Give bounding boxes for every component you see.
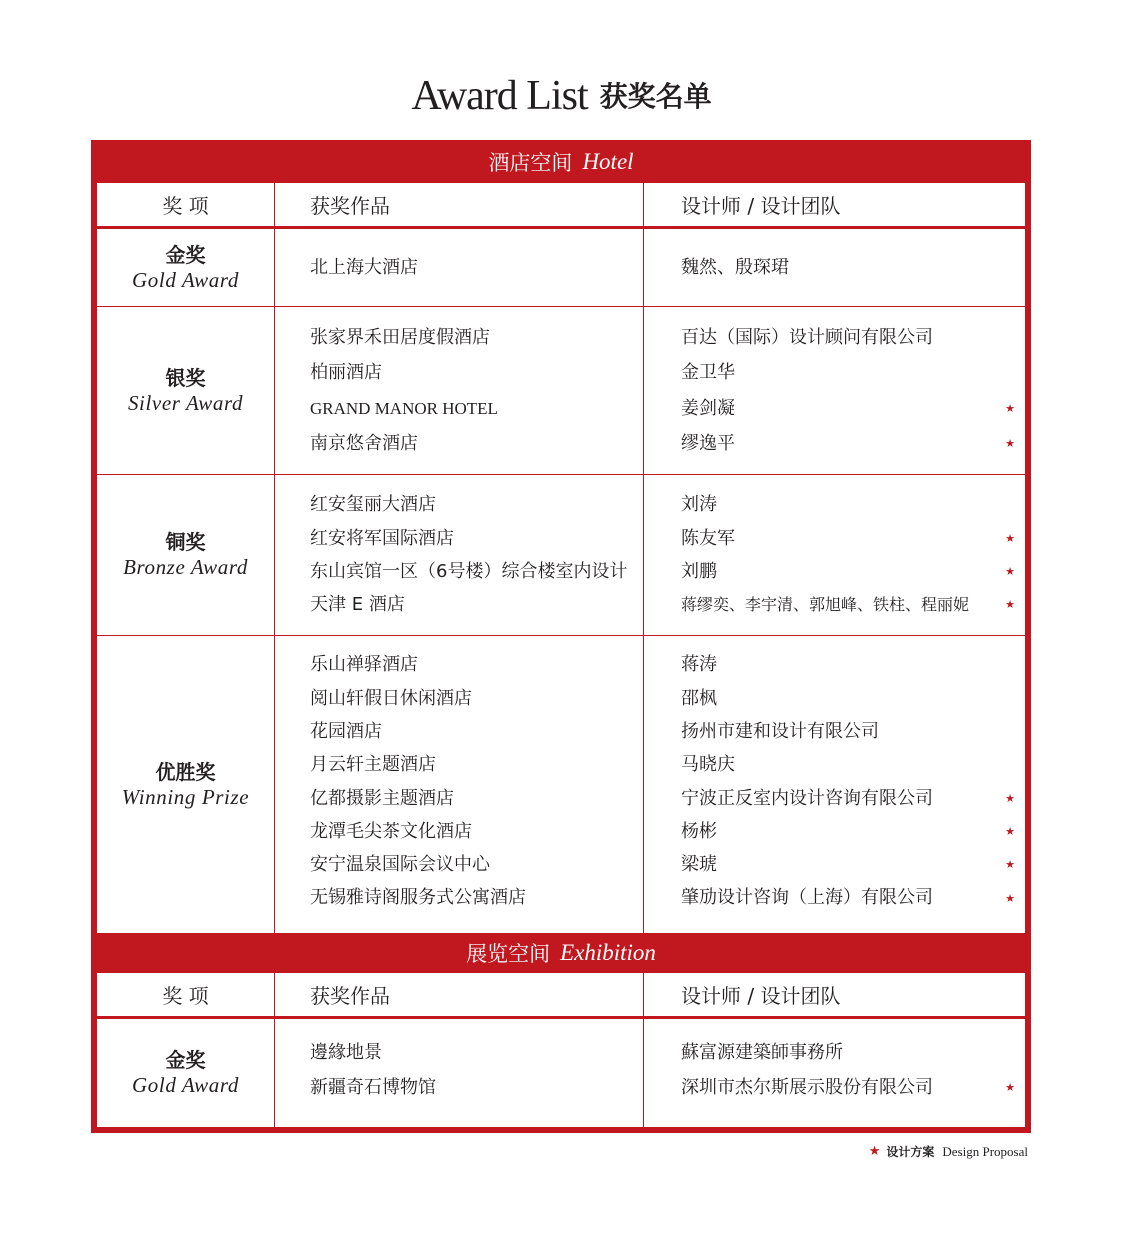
- work-list: [275, 475, 644, 635]
- star-icon: [869, 1145, 881, 1158]
- page-title: [0, 70, 1123, 130]
- designer-entry: [681, 488, 1015, 521]
- designer-name: 蒋缪奕、李宇清、郭旭峰、铁柱、程丽妮: [681, 595, 970, 615]
- award-group-silver: [97, 306, 1025, 474]
- designer-name: 杨彬: [681, 820, 717, 842]
- award-rows-hotel: [97, 229, 1025, 933]
- award-group-bronze: [97, 474, 1025, 635]
- work-title: 龙潭毛尖茶文化酒店: [310, 820, 472, 842]
- section-title-zh: 酒店空间: [488, 150, 573, 175]
- star-icon: [1005, 826, 1015, 837]
- column-header-work: 获奖作品: [275, 973, 644, 1016]
- star-icon: [1005, 859, 1015, 870]
- section-band-exhibition: [97, 933, 1025, 973]
- designer-entry: [681, 881, 1015, 914]
- designer-name: 宁波正反室内设计咨询有限公司: [681, 787, 933, 809]
- designer-entry: [681, 682, 1015, 715]
- designer-list: [644, 229, 1025, 306]
- work-title: 无锡雅诗阁服务式公寓酒店: [310, 887, 526, 909]
- award-name-zh: 铜奖: [165, 530, 206, 554]
- designer-name: 深圳市杰尔斯展示股份有限公司: [681, 1077, 933, 1098]
- award-label: [97, 229, 275, 306]
- column-header-designer: 设计师 / 设计团队: [681, 194, 841, 218]
- designer-entry: [681, 250, 1015, 285]
- designer-name: 蒋涛: [681, 654, 717, 676]
- work-title: 新疆奇石博物馆: [310, 1077, 436, 1098]
- star-icon: [1005, 599, 1015, 610]
- designer-name: 蘇富源建築師事務所: [681, 1041, 843, 1063]
- designer-name: 魏然、殷琛珺: [681, 256, 789, 278]
- designer-list: [644, 1019, 1025, 1127]
- star-icon: [1005, 533, 1015, 544]
- designer-name: 刘鹏: [681, 561, 717, 582]
- section-title-en: Exhibition: [560, 940, 656, 965]
- work-title: 花园酒店: [310, 720, 382, 742]
- designer-name: 肇劢设计咨询（上海）有限公司: [681, 887, 933, 909]
- designer-entry: [681, 782, 1015, 815]
- work-title: 邊緣地景: [310, 1041, 382, 1063]
- work-title: 东山宾馆一区（6号楼）综合楼室内设计: [310, 561, 628, 582]
- designer-entry: [681, 355, 1015, 390]
- designer-name: 马晓庆: [681, 754, 735, 776]
- column-header-row: [97, 973, 1025, 1016]
- column-header-award: 奖 项: [97, 183, 275, 226]
- designer-name: 陈友军: [681, 527, 735, 549]
- work-title: 北上海大酒店: [310, 256, 418, 278]
- page-title-zh: 获奖名单: [599, 80, 712, 113]
- work-title: 红安玺丽大酒店: [310, 494, 436, 516]
- work-list: [275, 636, 644, 933]
- designer-entry: [681, 320, 1015, 355]
- award-name-zh: 优胜奖: [155, 759, 216, 784]
- work-title: 南京悠舍酒店: [310, 432, 418, 454]
- designer-name: 缪逸平: [681, 432, 735, 454]
- designer-entry: [681, 848, 1015, 881]
- designer-entry: [681, 715, 1015, 748]
- award-label: [97, 1019, 275, 1127]
- award-label: [97, 307, 275, 474]
- designer-name: 刘涛: [681, 494, 717, 516]
- star-icon: [1005, 438, 1015, 449]
- section-title-en: Hotel: [582, 148, 634, 174]
- work-list: [275, 1019, 644, 1127]
- designer-entry: [681, 555, 1015, 588]
- award-name-en: Silver Award: [127, 390, 244, 415]
- award-group-winning: [97, 635, 1025, 933]
- work-title: 张家界禾田居度假酒店: [310, 326, 490, 348]
- award-name-en: Bronze Award: [123, 555, 248, 579]
- designer-entry: [681, 522, 1015, 555]
- star-icon: [1005, 1082, 1015, 1093]
- award-name-zh: 银奖: [165, 365, 206, 390]
- award-name-zh: 金奖: [165, 242, 206, 267]
- award-label: [97, 475, 275, 635]
- award-name-zh: 金奖: [165, 1048, 206, 1072]
- work-title: GRAND MANOR HOTEL: [310, 398, 498, 418]
- work-list: [275, 229, 644, 306]
- designer-name: 百达（国际）设计顾问有限公司: [681, 326, 933, 348]
- work-title: 柏丽酒店: [310, 362, 382, 384]
- work-title: 阅山轩假日休闲酒店: [310, 687, 472, 709]
- designer-entry: [681, 1070, 1015, 1105]
- designer-name: 邵枫: [681, 687, 717, 709]
- award-table: [91, 140, 1031, 1133]
- designer-name: 姜剑凝: [681, 397, 735, 419]
- award-name-en: Winning Prize: [121, 784, 250, 809]
- work-title: 红安将军国际酒店: [310, 527, 454, 549]
- section-title-zh: 展览空间: [466, 942, 551, 966]
- star-icon: [1005, 793, 1015, 804]
- designer-entry: [681, 648, 1015, 681]
- designer-list: [644, 307, 1025, 474]
- star-icon: [1005, 403, 1015, 414]
- designer-name: 扬州市建和设计有限公司: [681, 720, 879, 742]
- designer-list: [644, 475, 1025, 635]
- page-title-en: Award List: [411, 73, 588, 119]
- award-group-gold: [97, 1019, 1025, 1127]
- designer-entry: [681, 426, 1015, 461]
- star-icon: [1005, 893, 1015, 904]
- legend: [869, 1143, 1028, 1160]
- legend-label-en: Design Proposal: [942, 1143, 1028, 1159]
- award-name-en: Gold Award: [132, 1073, 239, 1097]
- work-title: 安宁温泉国际会议中心: [310, 854, 490, 876]
- column-header-designer: 设计师 / 设计团队: [681, 984, 841, 1008]
- designer-entry: [681, 1035, 1015, 1070]
- column-header-row: [97, 183, 1025, 226]
- designer-entry: [681, 588, 1015, 621]
- section-band-hotel: [97, 140, 1025, 183]
- work-title: 亿都摄影主题酒店: [310, 787, 454, 809]
- column-header-work: 获奖作品: [275, 183, 644, 226]
- designer-name: 金卫华: [681, 362, 735, 384]
- award-name-en: Gold Award: [132, 267, 239, 292]
- work-title: 月云轩主题酒店: [310, 754, 436, 776]
- designer-entry: [681, 815, 1015, 848]
- award-rows-exhibition: [97, 1019, 1025, 1127]
- legend-label-zh: 设计方案: [886, 1145, 935, 1159]
- star-icon: [1005, 566, 1015, 577]
- designer-entry: [681, 391, 1015, 426]
- work-title: 乐山禅驿酒店: [310, 654, 418, 676]
- award-group-gold: [97, 229, 1025, 306]
- designer-entry: [681, 748, 1015, 781]
- designer-name: 梁琥: [681, 854, 717, 876]
- work-list: [275, 307, 644, 474]
- work-title: 天津 E 酒店: [310, 594, 405, 616]
- award-label: [97, 636, 275, 933]
- column-header-award: 奖 项: [97, 973, 275, 1016]
- designer-list: [644, 636, 1025, 933]
